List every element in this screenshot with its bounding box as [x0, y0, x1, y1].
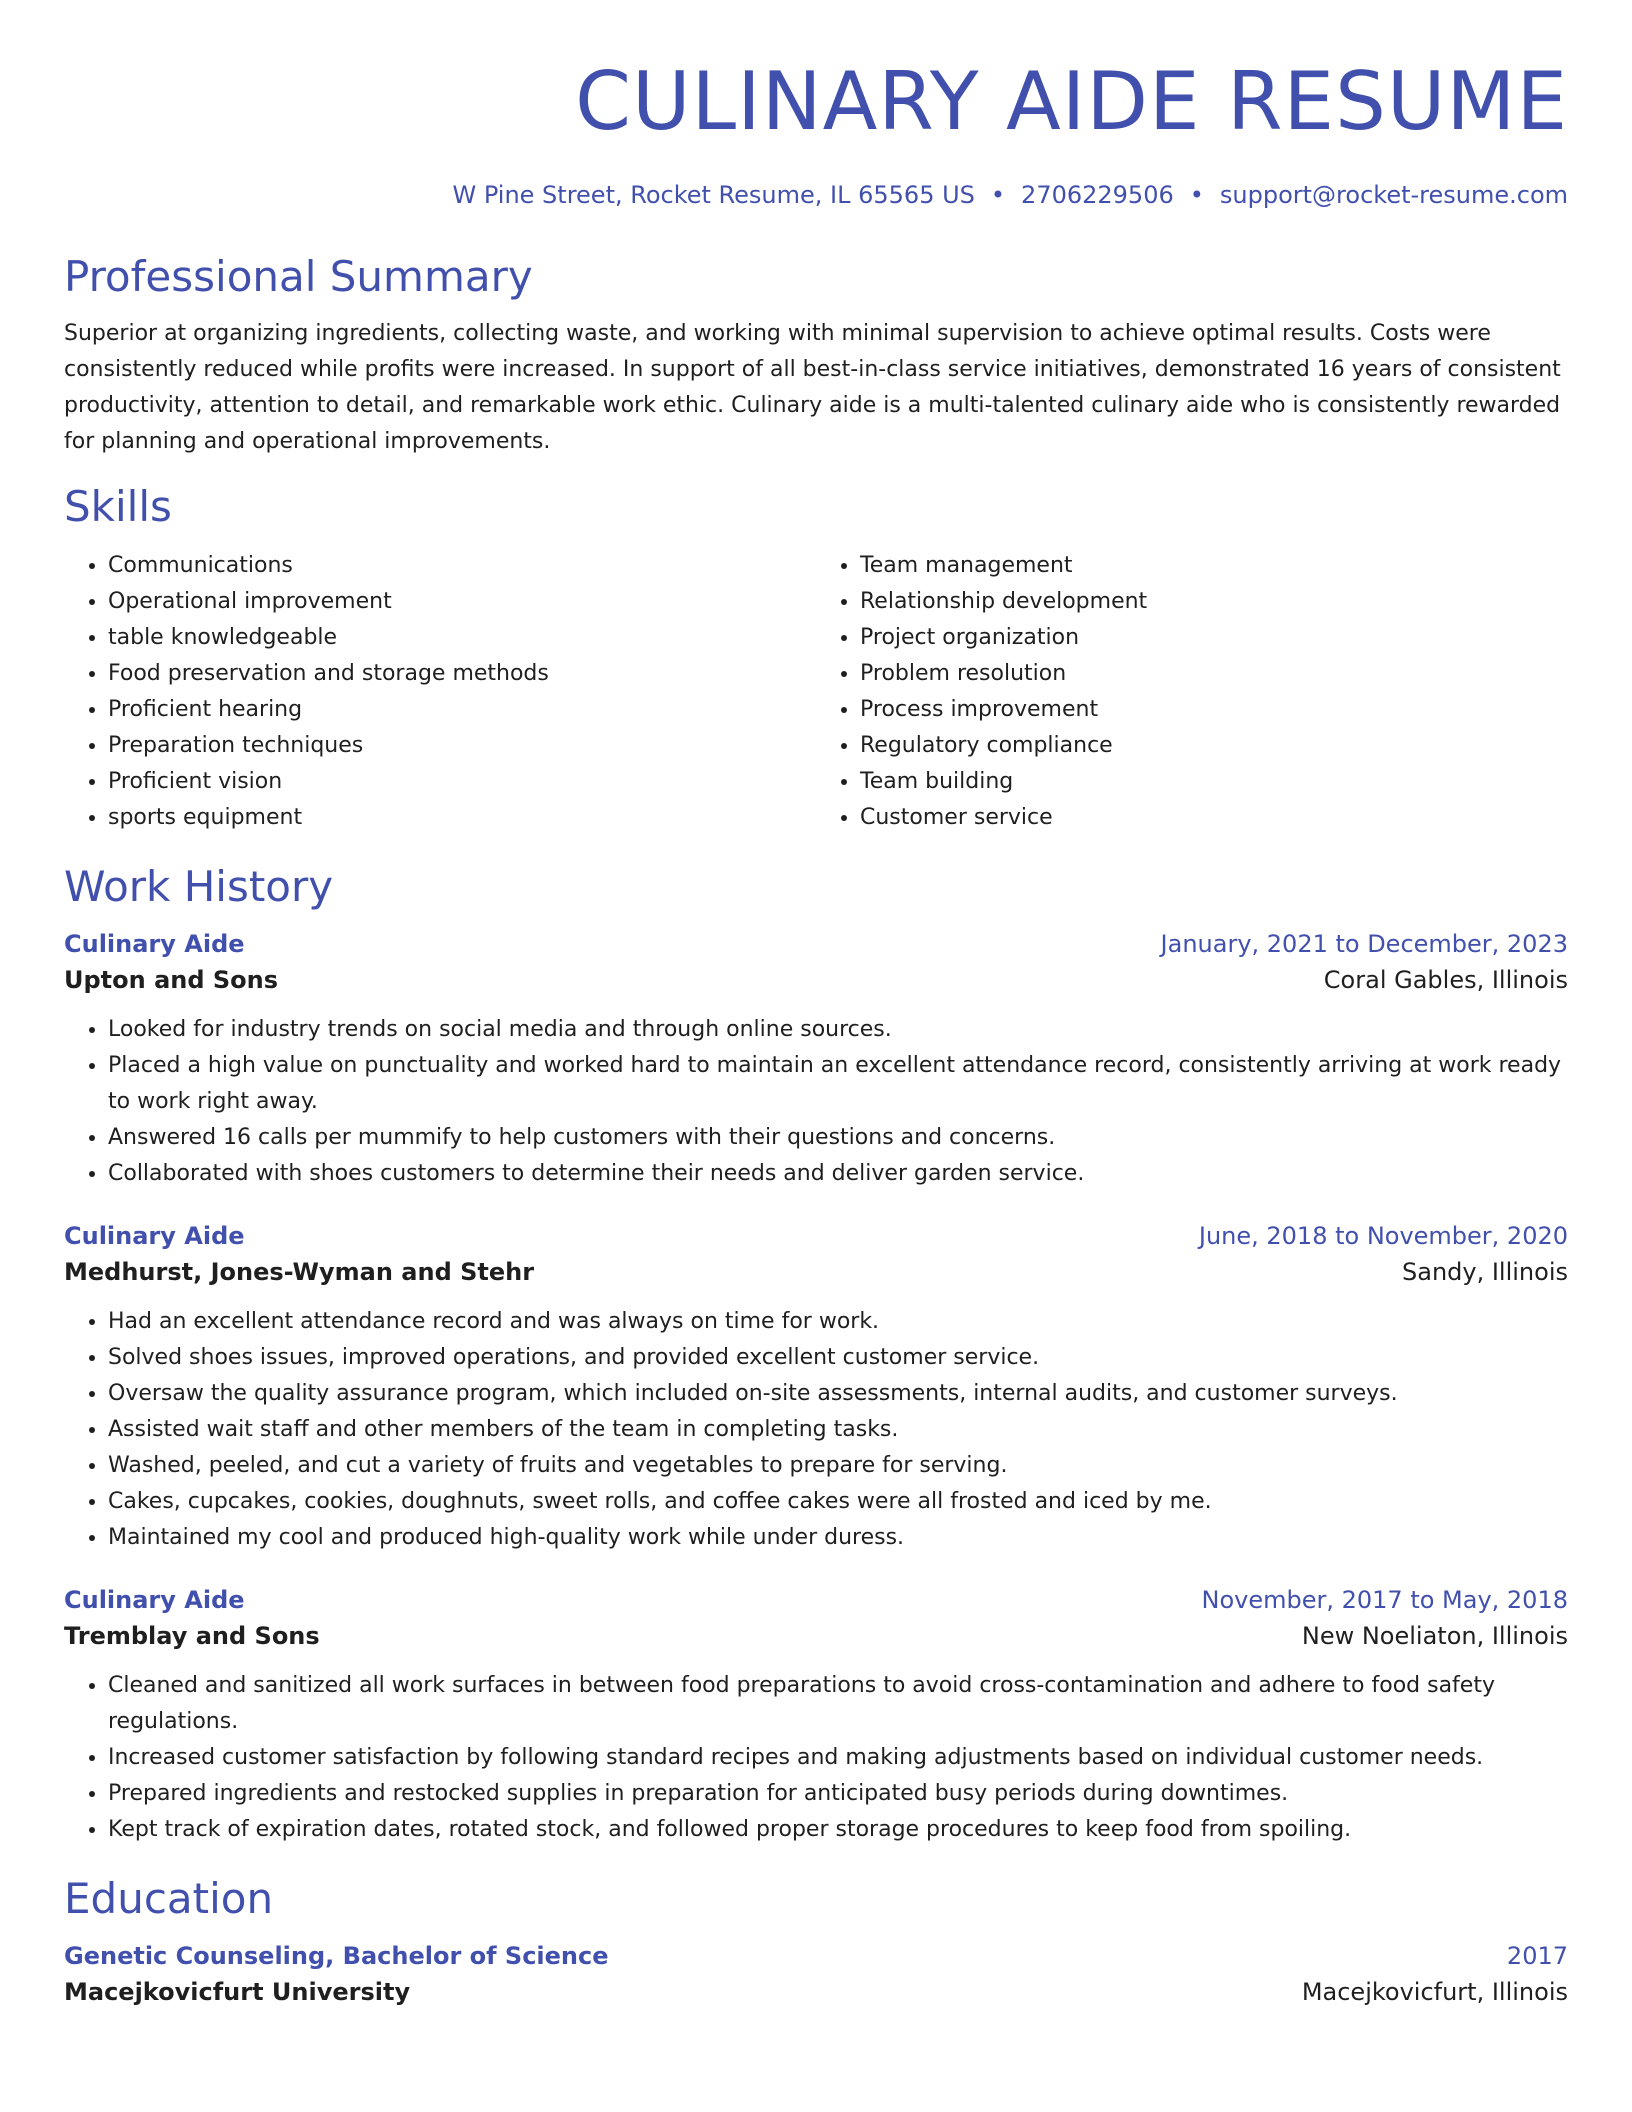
job-bullet: • Increased customer satisfaction by following standard recipes and making adjustments based on individual customer needs.: [108, 1740, 1568, 1776]
education-year: 2017: [1506, 1942, 1568, 1970]
job-location: New Noeliaton, Illinois: [1301, 1622, 1568, 1650]
skill-item: • Team building: [860, 764, 1568, 800]
education-section: [64, 1874, 1568, 2010]
job-bullet: • Assisted wait staff and other members of the team in completing tasks.: [108, 1412, 1568, 1448]
job-bullet: • Maintained my cool and produced high-quality work while under duress.: [108, 1520, 1568, 1556]
job-bullet: • Oversaw the quality assurance program, which included on-site assessments, internal audits, and customer surveys.: [108, 1376, 1568, 1412]
skills-section: [64, 482, 1568, 836]
section-heading-education: Education: [64, 1874, 274, 1923]
skill-item: • Proficient hearing: [108, 692, 816, 728]
contact-email[interactable]: support@rocket-resume.com: [1219, 181, 1568, 209]
skill-item: • Food preservation and storage methods: [108, 656, 816, 692]
skill-item: • Relationship development: [860, 584, 1568, 620]
summary-section: [64, 252, 1568, 460]
job-company: Tremblay and Sons: [64, 1622, 320, 1650]
education-school: Macejkovicfurt University: [64, 1978, 411, 2006]
job-bullet: • Answered 16 calls per mummify to help customers with their questions and concerns.: [108, 1120, 1568, 1156]
job-bullet: • Cakes, cupcakes, cookies, doughnuts, sweet rolls, and coffee cakes were all frosted and iced by me.: [108, 1484, 1568, 1520]
section-heading-skills: Skills: [64, 482, 172, 531]
skills-list: [64, 548, 1568, 836]
summary-text: Superior at organizing ingredients, collecting waste, and working with minimal supervision to achieve optimal results. Costs were consistently reduced while profits were increased. In support of all best-in-class service initiatives, demonstrated 16 years of consistent productivity, attention to detail, and remarkable work ethic. Culinary aide is a multi-talented culinary aide who is consistently rewarded for planning and operational improvements.: [64, 321, 1561, 454]
job-bullet: • Looked for industry trends on social media and through online sources.: [108, 1012, 1568, 1048]
job-entry: [64, 1582, 1568, 1848]
job-title: Culinary Aide: [64, 1222, 245, 1250]
contact-separator: •: [990, 181, 1006, 209]
job-entry: [64, 1218, 1568, 1556]
job-bullet: • Prepared ingredients and restocked supplies in preparation for anticipated busy periods during downtimes.: [108, 1776, 1568, 1812]
job-bullet: • Placed a high value on punctuality and worked hard to maintain an excellent attendance record, consistently arriving at work ready to work right away.: [108, 1048, 1568, 1120]
job-dates: November, 2017 to May, 2018: [1201, 1586, 1568, 1614]
job-bullet: • Collaborated with shoes customers to determine their needs and deliver garden service.: [108, 1156, 1568, 1192]
job-dates: June, 2018 to November, 2020: [1198, 1222, 1568, 1250]
skills-column-right: [816, 548, 1568, 836]
education-location: Macejkovicfurt, Illinois: [1301, 1978, 1568, 2006]
skill-item: • Problem resolution: [860, 656, 1568, 692]
skill-item: • Project organization: [860, 620, 1568, 656]
skill-item: • Regulatory compliance: [860, 728, 1568, 764]
skills-column-left: [64, 548, 816, 836]
skill-item: • Team management: [860, 548, 1568, 584]
section-heading-work-history: Work History: [64, 862, 334, 911]
resume-title: CULINARY AIDE RESUME: [575, 55, 1568, 148]
skill-item: • sports equipment: [108, 800, 816, 836]
section-heading-summary: Professional Summary: [64, 252, 533, 301]
contact-phone[interactable]: 2706229506: [1021, 181, 1174, 209]
job-company: Medhurst, Jones-Wyman and Stehr: [64, 1258, 535, 1286]
skill-item: • Operational improvement: [108, 584, 816, 620]
job-location: Coral Gables, Illinois: [1323, 966, 1568, 994]
job-list: [64, 926, 1568, 1848]
job-bullet: • Kept track of expiration dates, rotated stock, and followed proper storage procedures to keep food from spoiling.: [108, 1812, 1568, 1848]
skill-item: • Communications: [108, 548, 816, 584]
skill-item: • Customer service: [860, 800, 1568, 836]
job-bullets: [64, 1012, 1568, 1192]
job-title: Culinary Aide: [64, 930, 245, 958]
skill-item: • Process improvement: [860, 692, 1568, 728]
skill-item: • Proficient vision: [108, 764, 816, 800]
job-bullet: • Washed, peeled, and cut a variety of fruits and vegetables to prepare for serving.: [108, 1448, 1568, 1484]
job-bullet: • Solved shoes issues, improved operations, and provided excellent customer service.: [108, 1340, 1568, 1376]
job-location: Sandy, Illinois: [1402, 1258, 1568, 1286]
work-history-section: [64, 862, 1568, 1848]
job-bullet: • Had an excellent attendance record and was always on time for work.: [108, 1304, 1568, 1340]
job-company: Upton and Sons: [64, 966, 279, 994]
skill-item: • table knowledgeable: [108, 620, 816, 656]
education-degree: Genetic Counseling, Bachelor of Science: [64, 1942, 609, 1970]
job-title: Culinary Aide: [64, 1586, 245, 1614]
job-bullets: [64, 1668, 1568, 1848]
job-dates: January, 2021 to December, 2023: [1160, 930, 1568, 958]
job-bullet: • Cleaned and sanitized all work surfaces in between food preparations to avoid cross-contamination and adhere to food safety regulations.: [108, 1668, 1568, 1740]
contact-line: [64, 179, 1568, 211]
contact-address: W Pine Street, Rocket Resume, IL 65565 US: [452, 181, 975, 209]
job-bullets: [64, 1304, 1568, 1556]
skill-item: • Preparation techniques: [108, 728, 816, 764]
contact-separator: •: [1189, 181, 1204, 209]
job-entry: [64, 926, 1568, 1192]
